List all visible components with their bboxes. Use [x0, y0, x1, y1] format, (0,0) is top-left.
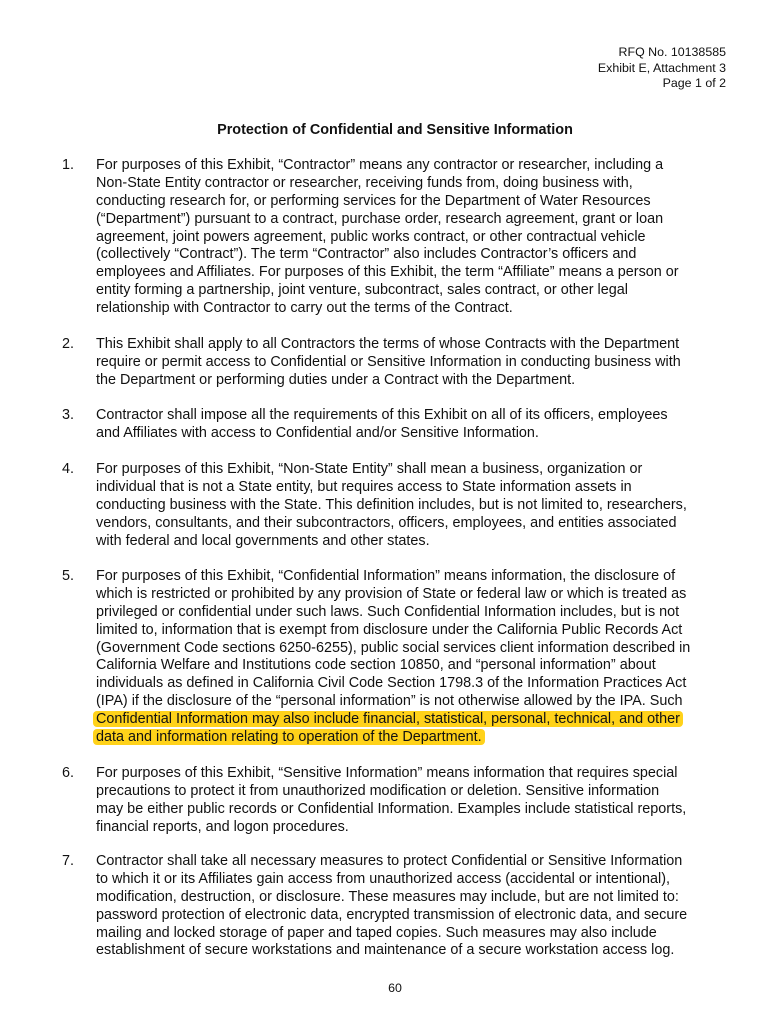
item-number: 7.: [62, 853, 75, 869]
text-line: privileged or confidential under such laws. Such Confidential Information includes, but is not: [96, 603, 680, 620]
text-line: limited to, information that is exempt from disclosure under the California Public Records Act: [96, 621, 683, 638]
text-line: For purposes of this Exhibit, “Contractor” means any contractor or researcher, including a: [96, 157, 664, 173]
text-line: with federal and local governments and other states.: [96, 532, 430, 549]
highlight-mark: data and information relating to operation of the Department.: [93, 729, 485, 745]
text-line: For purposes of this Exhibit, “Confidential Information” means information, the disclosure of: [96, 568, 676, 584]
item-number: 2.: [62, 336, 75, 352]
highlight-mark: Confidential Information may also include financial, statistical, personal, technical, and other: [93, 711, 683, 727]
text-line: precautions to protect it from unauthorized modification or deletion. Sensitive information: [96, 782, 660, 799]
text-line: password protection of electronic data, encrypted transmission of electronic data, and secure: [96, 906, 688, 923]
text-line: the Department or performing duties under a Contract with the Department.: [96, 371, 576, 388]
highlighted-line: [96, 711, 731, 729]
text-line: Contractor shall impose all the requirements of this Exhibit on all of its officers, employees: [96, 407, 668, 423]
text-line: Non-State Entity contractor or researcher, receiving funds from, doing business with,: [96, 174, 633, 191]
text-line: financial reports, and logon procedures.: [96, 818, 349, 835]
page-indicator: Page 1 of 2: [662, 76, 726, 90]
text-line: (Government Code sections 6250-6255), public social services client information described in: [96, 639, 691, 656]
text-line: mailing and locked storage of paper and taped copies. Such measures may also include: [96, 924, 657, 941]
page-number: 60: [388, 981, 402, 995]
text-line: agreement, joint powers agreement, public works contract, or other contractual vehicle: [96, 228, 646, 245]
text-line: may be either public records or Confidential Information. Examples include statistical reports,: [96, 800, 687, 817]
text-line: conducting business with the State. This definition includes, but is not limited to, researchers,: [96, 496, 687, 513]
text-line: entity forming a partnership, joint venture, subcontract, sales contract, or other legal: [96, 282, 628, 299]
text-line: to which it or its Affiliates gain access from unauthorized access (accidental or intentional),: [96, 870, 671, 887]
text-line: modification, destruction, or disclosure. These measures may include, but are not limited to:: [96, 888, 679, 905]
document-title: Protection of Confidential and Sensitive Information: [217, 122, 573, 138]
text-line: establishment of secure workstations and maintenance of a secure workstation access log.: [96, 942, 675, 959]
text-line: California Welfare and Institutions code section 10850, and “personal information” about: [96, 657, 656, 674]
item-text: [96, 336, 731, 390]
text-line: For purposes of this Exhibit, “Sensitive Information” means information that requires special: [96, 765, 678, 781]
item-text: [96, 568, 731, 747]
text-line: employees and Affiliates. For purposes of this Exhibit, the term “Affiliate” means a person or: [96, 264, 679, 281]
item-text: [96, 157, 731, 318]
text-line: conducting research for, or performing services for the Department of Water Resources: [96, 192, 651, 209]
text-line: (“Department”) pursuant to a contract, purchase order, research agreement, grant or loan: [96, 210, 664, 227]
highlighted-line: [96, 729, 731, 747]
item-number: 4.: [62, 461, 75, 477]
text-line: For purposes of this Exhibit, “Non-State Entity” shall mean a business, organization or: [96, 461, 643, 477]
text-line: vendors, consultants, and their subcontractors, officers, employees, and entities associated: [96, 514, 677, 531]
text-line: and Affiliates with access to Confidential and/or Sensitive Information.: [96, 424, 539, 441]
text-line: individuals as defined in California Civil Code Section 1798.3 of the Information Practices Act: [96, 675, 687, 692]
text-line: (collectively “Contract”). The term “Contractor” also includes Contractor’s officers and: [96, 246, 637, 263]
text-line: (IPA) if the disclosure of the “personal information” is not otherwise allowed by the IPA. Such: [96, 693, 683, 710]
item-text: [96, 765, 731, 837]
item-text: [96, 853, 731, 960]
document-header: [598, 45, 726, 92]
exhibit-label: Exhibit E, Attachment 3: [597, 60, 726, 75]
text-line: relationship with Contractor to carry out the terms of the Contract.: [96, 300, 513, 317]
item-number: 3.: [62, 407, 75, 423]
item-number: 5.: [62, 568, 75, 584]
rfq-number: RFQ No. 10138585: [618, 45, 726, 59]
text-line: require or permit access to Confidential or Sensitive Information in conducting business with: [96, 353, 681, 370]
text-line: which is restricted or prohibited by any provision of State or federal law or which is treated as: [96, 585, 687, 602]
item-text: [96, 407, 731, 443]
text-line: individual that is not a State entity, but requires access to State information assets in: [96, 478, 632, 495]
text-line: Contractor shall take all necessary measures to protect Confidential or Sensitive Information: [96, 853, 683, 869]
text-line: This Exhibit shall apply to all Contractors the terms of whose Contracts with the Department: [96, 336, 680, 352]
item-number: 6.: [62, 765, 75, 781]
item-text: [96, 461, 731, 550]
item-number: 1.: [62, 157, 75, 173]
